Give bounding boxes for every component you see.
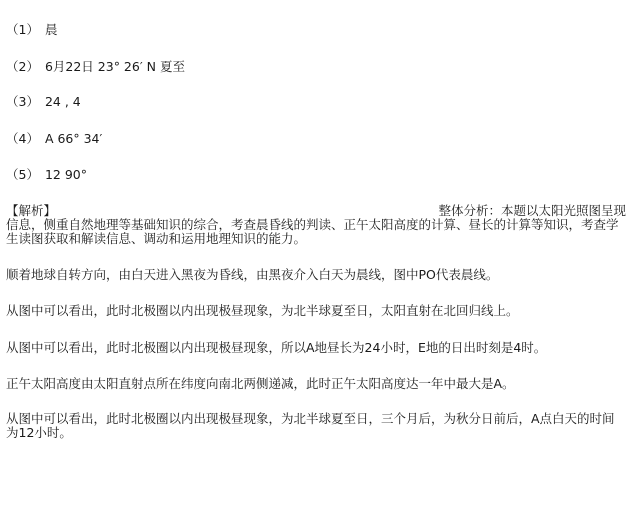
answer-number: （4）	[6, 131, 39, 146]
analysis-summary-start: 整体分析：本题以太阳光照图呈现	[438, 203, 626, 218]
answer-number: （5）	[6, 167, 39, 182]
analysis-summary-rest: 信息，侧重自然地理等基础知识的综合，考查晨昏线的判读、正午太阳高度的计算、昼长的计算等知识，考查学生读图获取和解读信息、调动和运用地理知识的能力。	[6, 217, 619, 246]
answer-number: （2）	[6, 59, 39, 74]
analysis-label: 【解析】	[6, 203, 57, 218]
answer-text: 12 90°	[44, 167, 87, 182]
answer-number: （3）	[6, 94, 39, 109]
answer-4	[6, 131, 102, 147]
answer-2	[6, 59, 185, 75]
explanation-paragraph-1: 顺着地球自转方向，由白天进入黑夜为昏线，由黑夜介入白天为晨线，图中PO代表晨线。	[6, 267, 499, 282]
explanation-paragraph-3: 从图中可以看出，此时北极圈以内出现极昼现象，所以A地昼长为24小时，E地的日出时刻是4时。	[6, 340, 547, 355]
explanation-paragraph-4: 正午太阳高度由太阳直射点所在纬度向南北两侧递减，此时正午太阳高度达一年中最大是A。	[6, 376, 515, 391]
answer-text: 24 , 4	[44, 94, 81, 109]
answer-1	[6, 22, 57, 38]
analysis-header	[6, 204, 626, 218]
answer-5	[6, 167, 87, 183]
answer-text: A 66° 34′	[44, 131, 103, 146]
explanation-paragraph-5: 从图中可以看出，此时北极圈以内出现极昼现象，为北半球夏至日，三个月后，为秋分日前后，A点白天的时间为12小时。	[6, 411, 615, 440]
answer-number: （1）	[6, 22, 39, 37]
answer-text: 6月22日 23° 26′ N 夏至	[44, 59, 185, 74]
answer-text: 晨	[44, 22, 58, 37]
analysis-block	[6, 204, 626, 246]
explanation-paragraph-2: 从图中可以看出，此时北极圈以内出现极昼现象，为北半球夏至日，太阳直射在北回归线上。	[6, 303, 519, 318]
answer-3	[6, 94, 81, 110]
